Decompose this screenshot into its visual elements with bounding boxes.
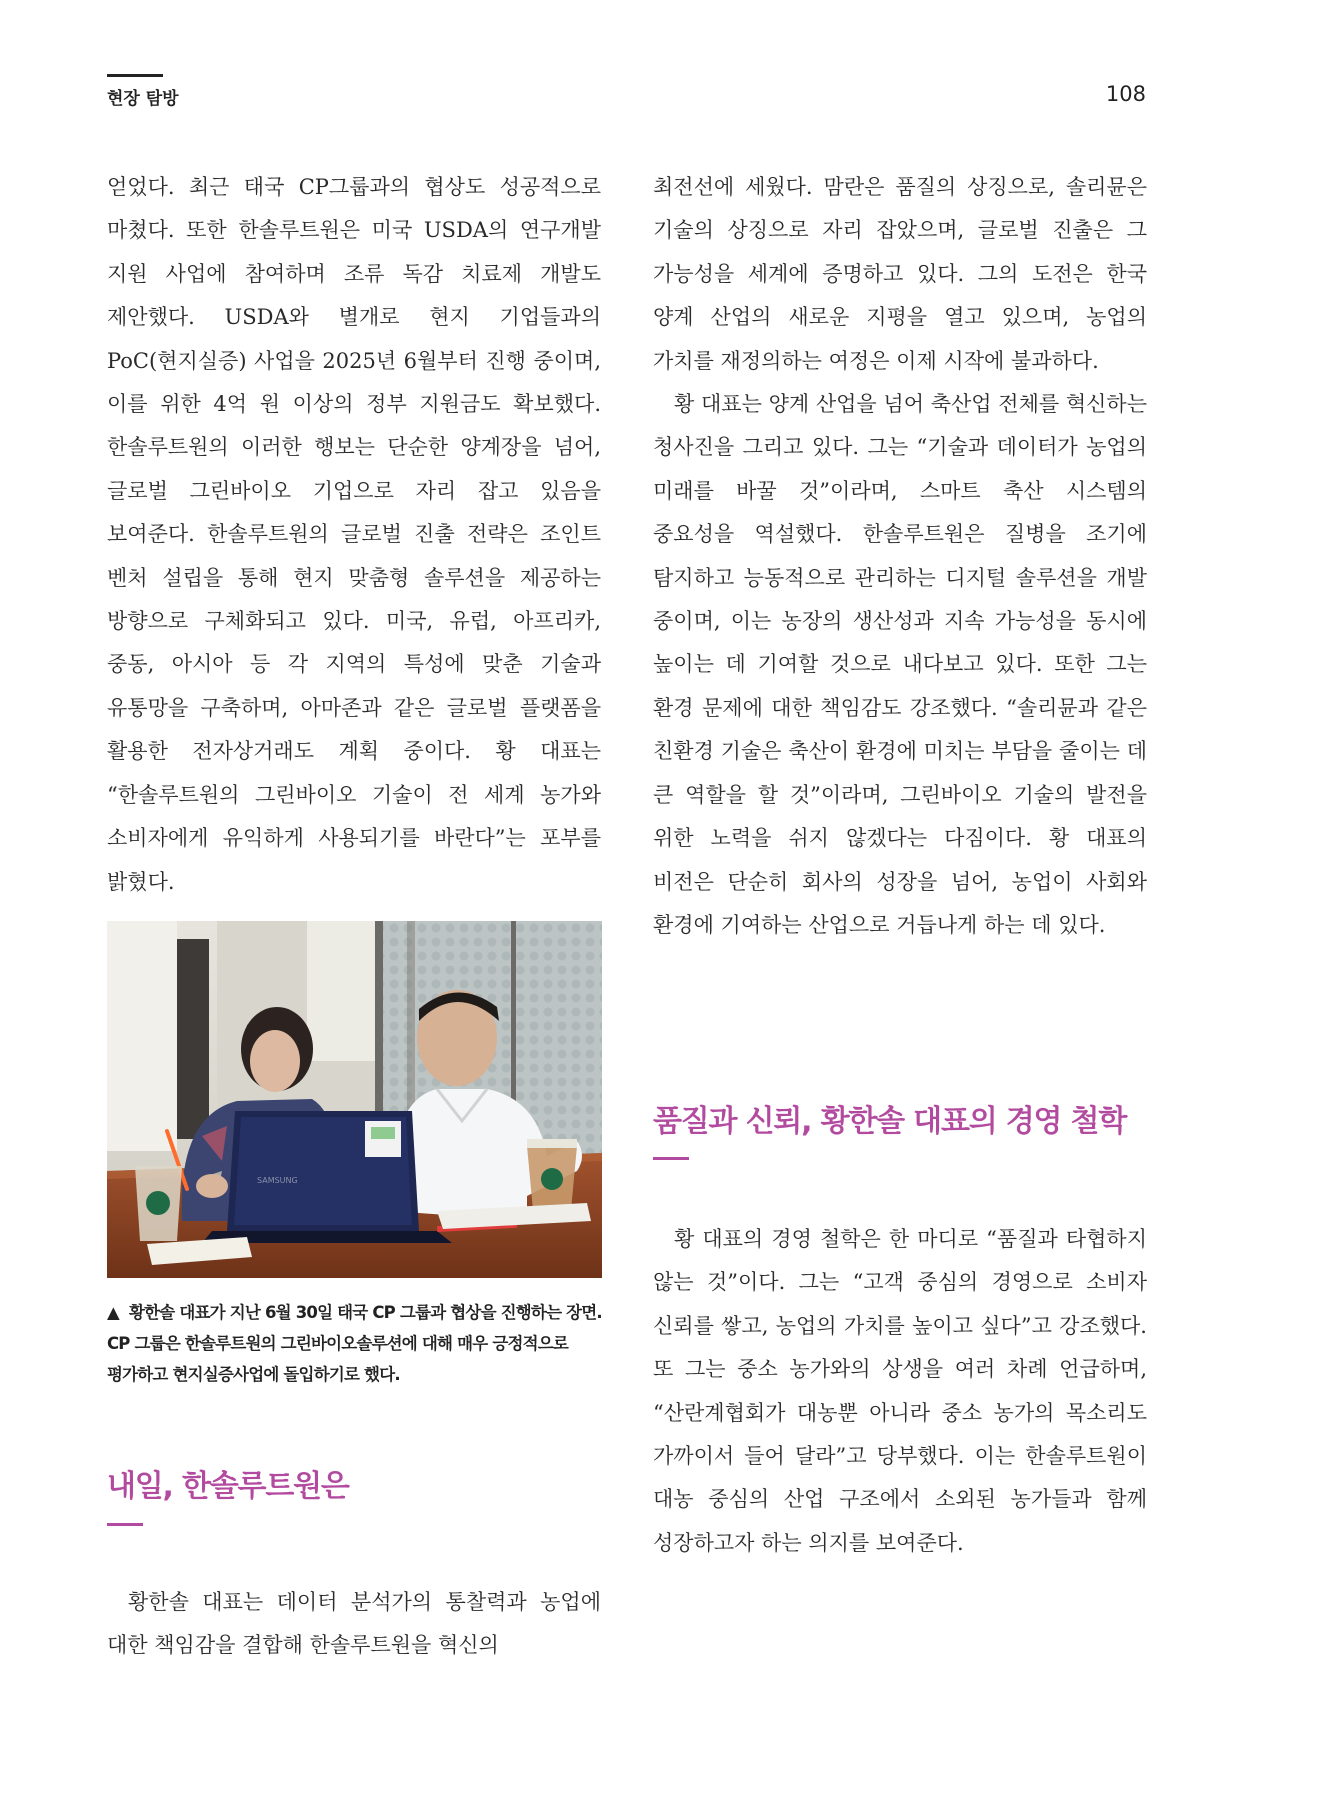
right-column xyxy=(653,166,1147,947)
header-rule xyxy=(107,74,163,77)
caption-text: 황한솔 대표가 지난 6월 30일 태국 CP 그룹과 협상을 진행하는 장면. CP 그룹은 한솔루트원의 그린바이오솔루션에 대해 매우 긍정적으로 평가하고 현지실증사업에 돌입하기로 했다. xyxy=(107,1303,602,1384)
heading-rule xyxy=(107,1523,143,1526)
body-paragraph: 최전선에 세웠다. 맘란은 품질의 상징으로, 솔리뮨은 기술의 상징으로 자리 잡았으며, 글로벌 진출은 그 가능성을 세계에 증명하고 있다. 그의 도전은 한국 양계 산업의 새로운 지평을 열고 있으며, 농업의 가치를 재정의하는 여정은 이제 시작에 불과하다. xyxy=(653,175,1147,373)
section-heading-tomorrow: 내일, 한솔루트원은 xyxy=(107,1469,349,1504)
laptop-brand-text: SAMSUNG xyxy=(257,1176,298,1185)
heading-rule xyxy=(653,1157,689,1160)
section-heading-philosophy: 품질과 신뢰, 황한솔 대표의 경영 철학 xyxy=(653,1104,1127,1139)
body-paragraph: 황 대표는 양계 산업을 넘어 축산업 전체를 혁신하는 청사진을 그리고 있다. 그는 “기술과 데이터가 농업의 미래를 바꿀 것”이라며, 스마트 축산 시스템의 중요성을 역설했다. 한솔루트원은 질병을 조기에 탐지하고 능동적으로 관리하는 디지털 솔루션을 개발 중이며, 이는 농장의 생산성과 지속 가능성을 동시에 높이는 데 기여할 것으로 내다보고 있다. 또한 그는 환경 문제에 대한 책임감도 강조했다. “솔리뮨과 같은 친환경 기술은 축산이 환경에 미치는 부담을 줄이는 데 큰 역할을 할 것”이라며, 그린바이오 기술의 발전을 위한 노력을 쉬지 않겠다는 다짐이다. 황 대표의 비전은 단순히 회사의 성장을 넘어, 농업이 사회와 환경에 기여하는 산업으로 거듭나게 하는 데 있다. xyxy=(653,392,1147,937)
photo-caption xyxy=(107,1297,602,1390)
body-paragraph: 얻었다. 최근 태국 CP그룹과의 협상도 성공적으로 마쳤다. 또한 한솔루트원은 미국 USDA의 연구개발 지원 사업에 참여하며 조류 독감 치료제 개발도 제안했다. USDA와 별개로 현지 기업들과의 PoC(현지실증) 사업을 2025년 6월부터 진행 중이며, 이를 위한 4억 원 이상의 정부 지원금도 확보했다. 한솔루트원의 이러한 행보는 단순한 양계장을 넘어, 글로벌 그린바이오 기업으로 자리 잡고 있음을 보여준다. 한솔루트원의 글로벌 진출 전략은 조인트 벤처 설립을 통해 현지 맞춤형 솔루션을 제공하는 방향으로 구체화되고 있다. 미국, 유럽, 아프리카, 중동, 아시아 등 각 지역의 특성에 맞춘 기술과 유통망을 구축하며, 아마존과 같은 글로벌 플랫폼을 활용한 전자상거래도 계획 중이다. 황 대표는 “한솔루트원의 그린바이오 기술이 전 세계 농가와 소비자에게 유익하게 사용되기를 바란다”는 포부를 밝혔다. xyxy=(107,175,601,894)
left-column-section-body xyxy=(107,1581,601,1668)
section-label: 현장 탐방 xyxy=(107,89,179,109)
right-column-section-body xyxy=(653,1218,1147,1565)
left-column xyxy=(107,166,601,904)
meeting-photo xyxy=(107,921,602,1278)
body-paragraph: 황한솔 대표는 데이터 분석가의 통찰력과 농업에 대한 책임감을 결합해 한솔루트원을 혁신의 xyxy=(107,1590,601,1658)
caption-marker-icon: ▲ xyxy=(107,1303,119,1322)
page-number: 108 xyxy=(1105,82,1146,106)
body-paragraph: 황 대표의 경영 철학은 한 마디로 “품질과 타협하지 않는 것”이다. 그는 “고객 중심의 경영으로 소비자 신뢰를 쌓고, 농업의 가치를 높이고 싶다”고 강조했다. 또 그는 중소 농가와의 상생을 여러 차례 언급하며, “산란계협회가 대농뿐 아니라 중소 농가의 목소리도 가까이서 들어 달라”고 당부했다. 이는 한솔루트원이 대농 중심의 산업 구조에서 소외된 농가들과 함께 성장하고자 하는 의지를 보여준다. xyxy=(653,1227,1147,1555)
